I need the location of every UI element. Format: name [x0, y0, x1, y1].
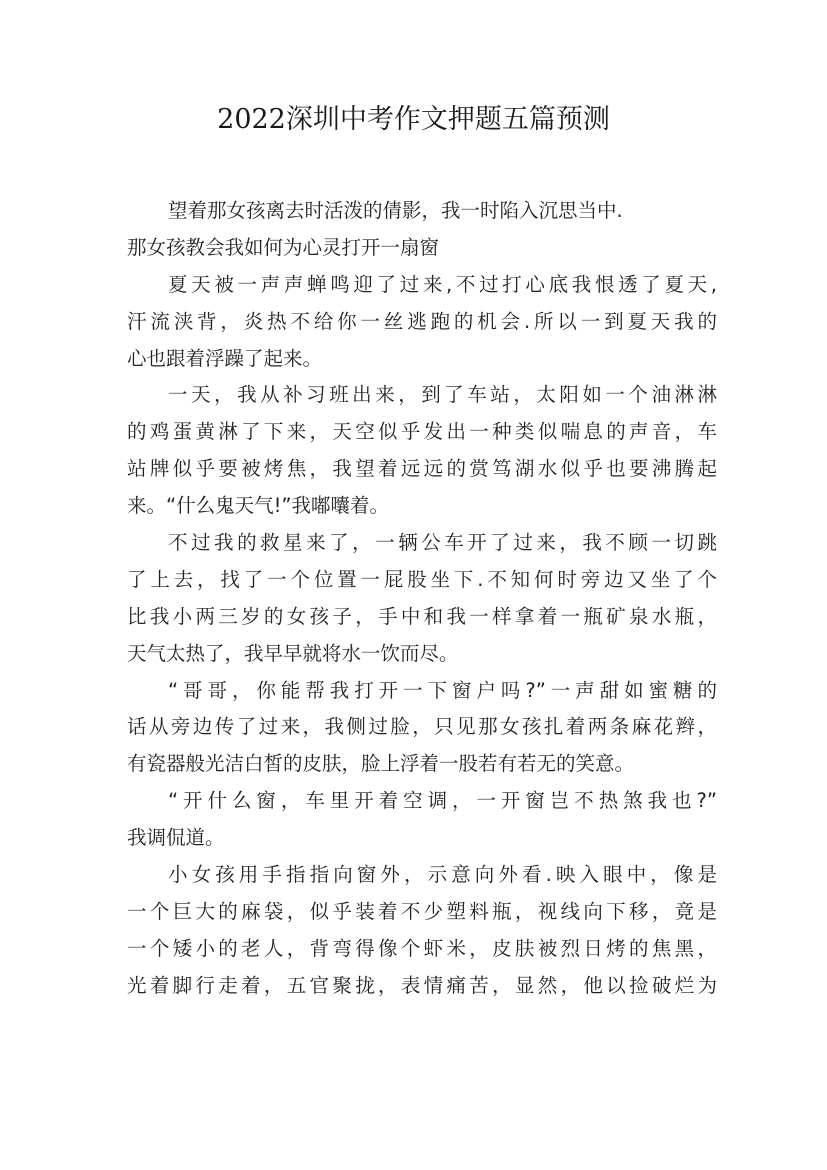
- text-line: 的鸡蛋黄淋了下来，天空似乎发出一种类似喘息的声音，车: [127, 420, 717, 444]
- text-line: 夏天被一声声蝉鸣迎了过来,不过打心底我恨透了夏天,: [168, 272, 717, 296]
- text-line: 我调侃道。: [127, 826, 225, 850]
- text-line: 话从旁边传了过来，我侧过脸，只见那女孩扎着两条麻花辫，: [127, 715, 717, 739]
- text-line: “哥哥，你能帮我打开一下窗户吗?”一声甜如蜜糖的: [168, 678, 717, 702]
- text-line: “开什么窗，车里开着空调，一开窗岂不热煞我也?”: [168, 789, 717, 813]
- text-line: 那女孩教会我如何为心灵打开一扇窗: [127, 235, 440, 259]
- text-line: 有瓷器般光洁白皙的皮肤，脸上浮着一股若有若无的笑意。: [127, 752, 635, 776]
- text-line: 了上去，找了一个位置一屁股坐下.不知何时旁边又坐了个: [127, 567, 717, 591]
- text-line: 比我小两三岁的女孩子，手中和我一样拿着一瓶矿泉水瓶，: [127, 604, 717, 628]
- text-line: 小女孩用手指指向窗外，示意向外看.映入眼中，像是: [168, 863, 717, 887]
- document-body: [127, 193, 717, 1005]
- text-line: 一个矮小的老人，背弯得像个虾米，皮肤被烈日烤的焦黑，: [127, 936, 717, 960]
- text-line: 不过我的救星来了，一辆公车开了过来，我不顾一切跳: [168, 531, 717, 555]
- text-line: 一个巨大的麻袋，似乎装着不少塑料瓶，视线向下移，竟是: [127, 899, 717, 923]
- text-line: 站牌似乎要被烤焦，我望着远远的赏笃湖水似乎也要沸腾起: [127, 457, 717, 481]
- text-line: 心也跟着浮躁了起来。: [127, 346, 323, 370]
- document-title: 2022深圳中考作文押题五篇预测: [217, 104, 610, 135]
- text-line: 望着那女孩离去时活泼的倩影，我一时陷入沉思当中.: [168, 199, 623, 222]
- text-line: 天气太热了，我早早就将水一饮而尽。: [127, 641, 459, 665]
- text-line: 汗流浃背，炎热不给你一丝逃跑的机会.所以一到夏天我的: [127, 309, 717, 333]
- text-line: 来。“什么鬼天气!”我嘟囔着。: [127, 494, 390, 518]
- text-line: 一天，我从补习班出来，到了车站，太阳如一个油淋淋: [168, 383, 717, 407]
- text-line: 光着脚行走着，五官聚拢，表情痛苦，显然，他以捡破烂为: [127, 973, 717, 997]
